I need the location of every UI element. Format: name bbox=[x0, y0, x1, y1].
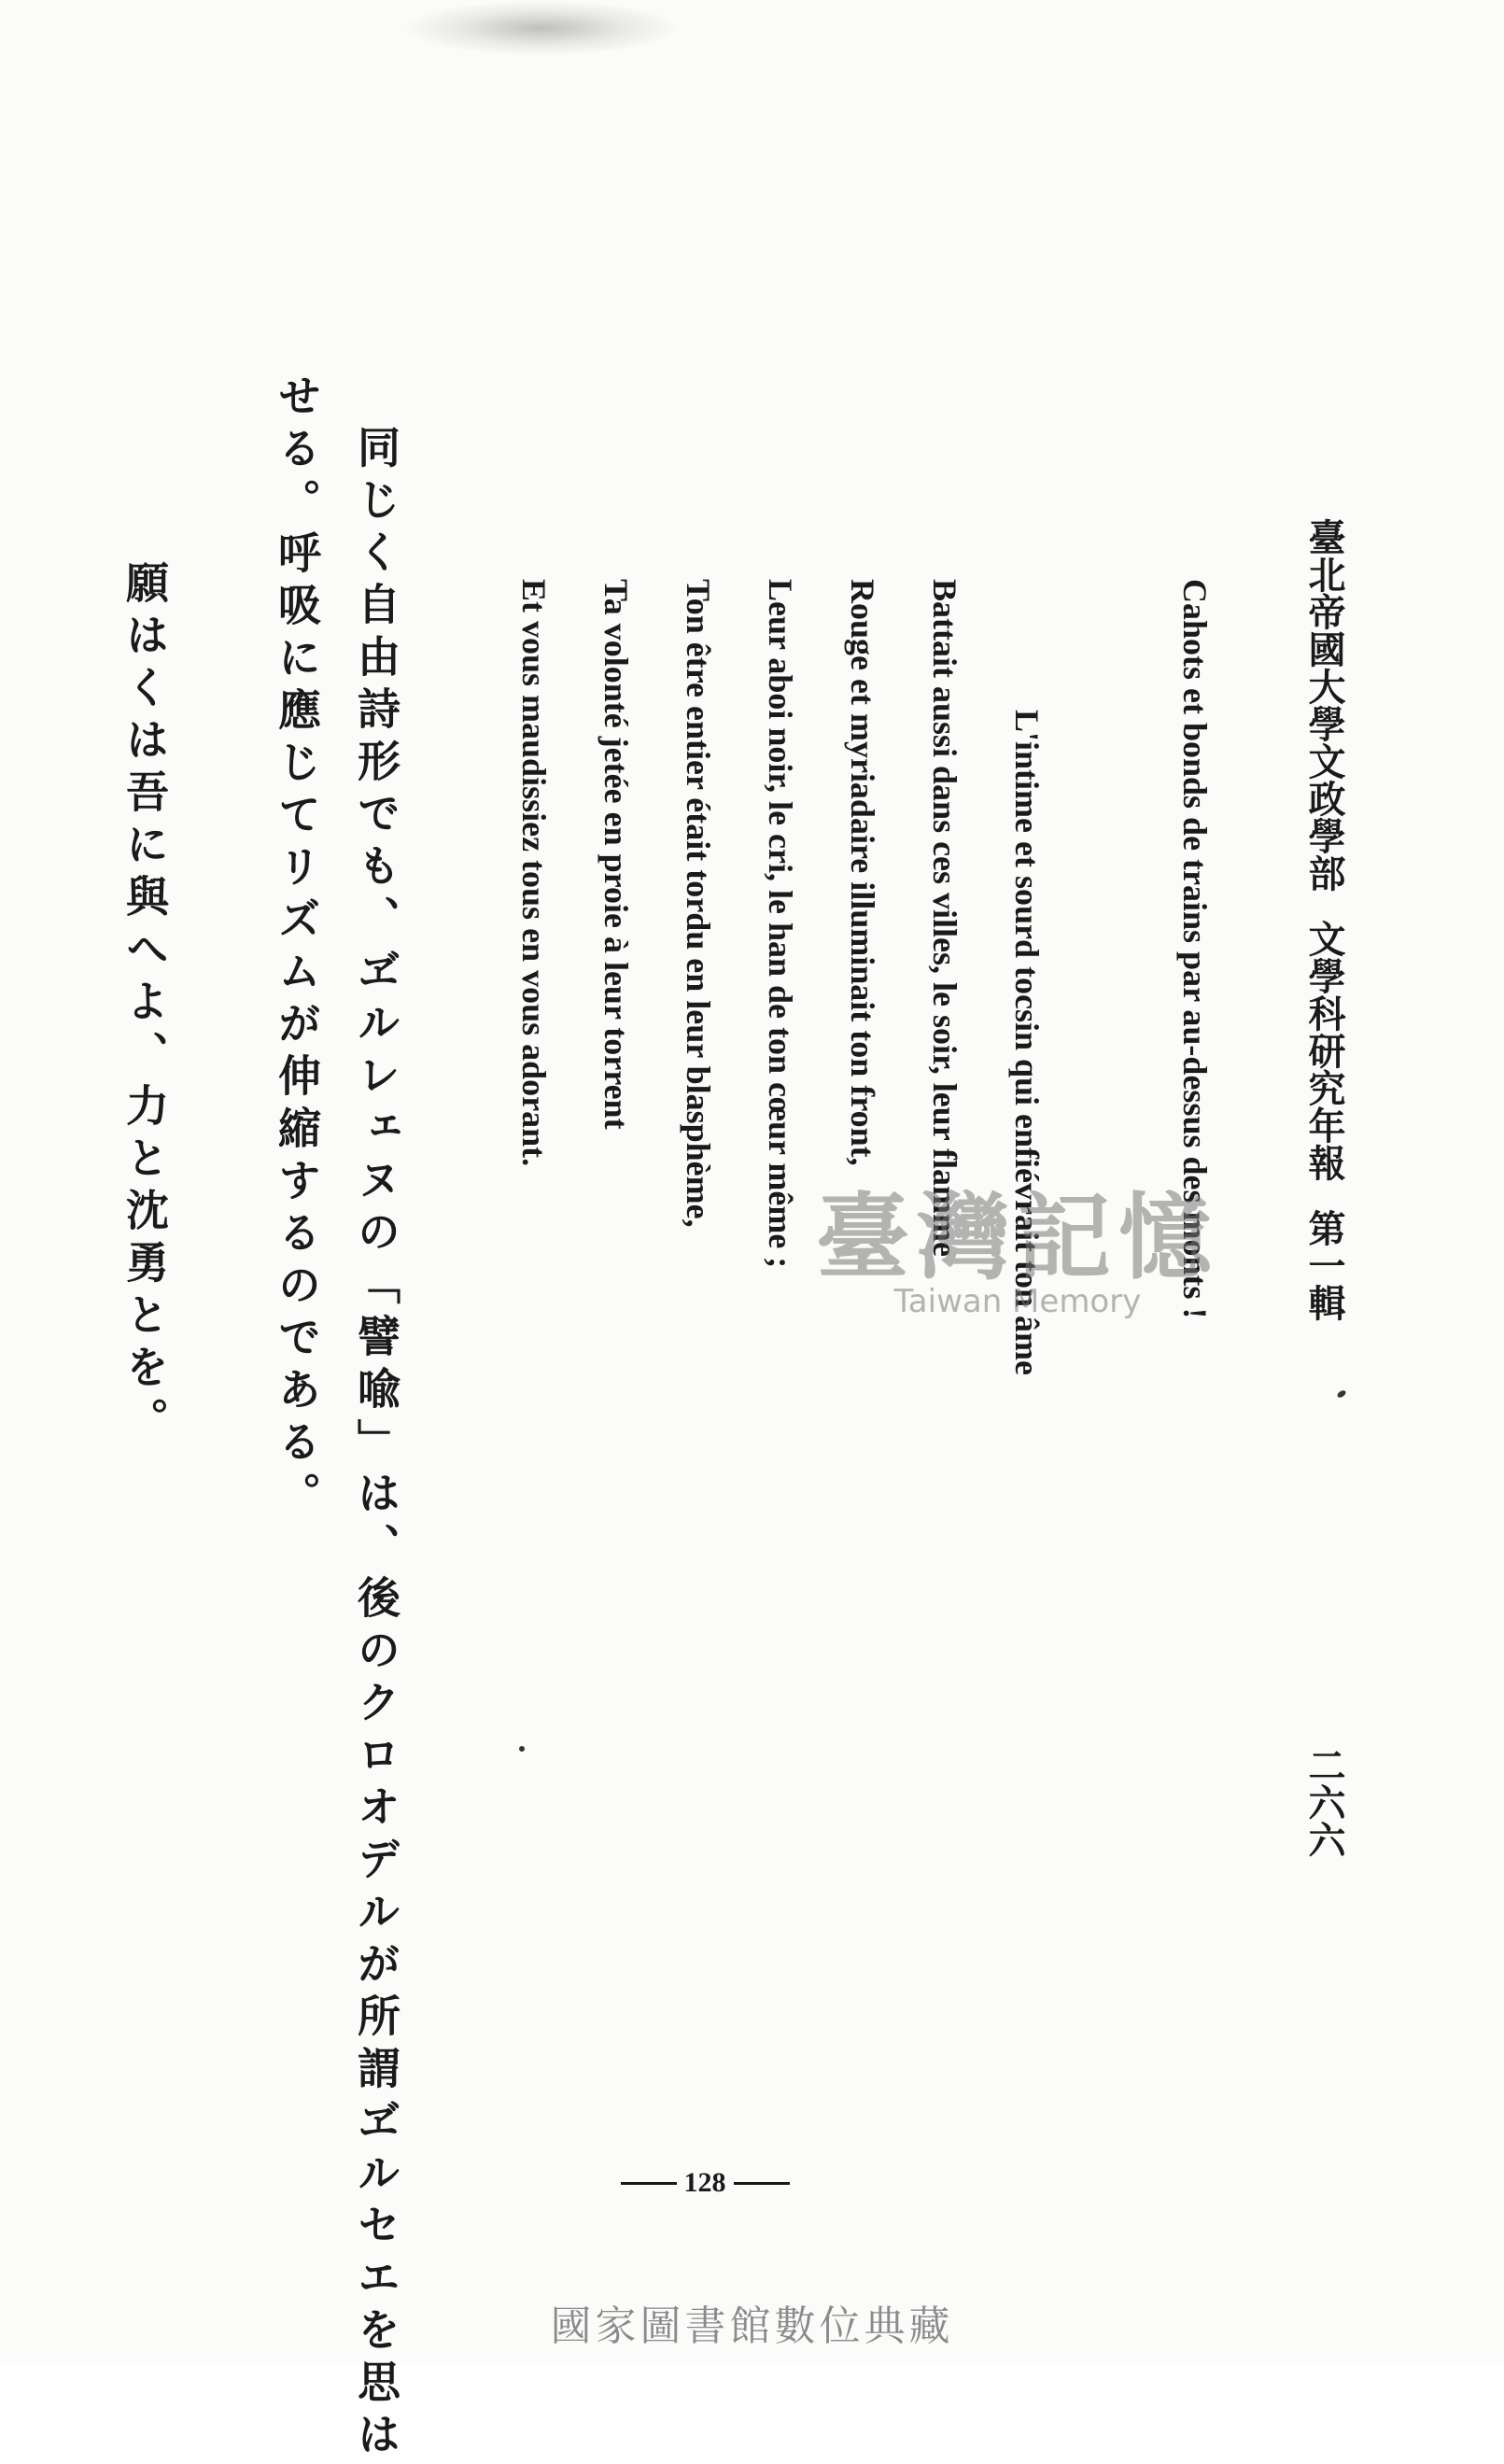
library-mark: 國家圖書館數位典藏 bbox=[550, 2302, 954, 2350]
watermark-english: Taiwan Memory bbox=[893, 1283, 1142, 1320]
taiwan-memory-watermark bbox=[784, 1182, 1251, 1373]
poem-line: Ton être entier était tordu en leur blasphème, bbox=[680, 579, 717, 1228]
prose-line: せる。呼吸に應じてリズムが伸縮するのである。 bbox=[272, 373, 322, 1524]
volume-label: 第一輯 bbox=[1302, 1209, 1346, 1321]
section-name: 文學科研究年報 bbox=[1302, 920, 1346, 1181]
scan-smudge bbox=[401, 0, 682, 56]
prose-line: 同じく自由詩形でも、ヹルレェヌの「譬喩」は、後のクロオデルが所謂ヹルセエを思は bbox=[351, 425, 401, 2464]
poem-line: Leur aboi noir, le cri, le han de ton cœur même ; bbox=[762, 579, 799, 1269]
dash-left bbox=[621, 2182, 677, 2185]
ink-speck bbox=[1336, 1389, 1347, 1400]
footer-page-number bbox=[597, 2164, 812, 2202]
poem-line: Ta volonté jetée en proie à leur torrent bbox=[597, 579, 635, 1130]
running-header bbox=[1302, 518, 1346, 1321]
watermark-chinese: 臺灣記憶 bbox=[816, 1182, 1219, 1292]
poem-line: Rouge et myriadaire illuminait ton front, bbox=[844, 579, 881, 1166]
ink-speck bbox=[519, 1746, 525, 1752]
journal-name: 臺北帝國大學文政學部 bbox=[1302, 518, 1346, 892]
page-number: 128 bbox=[683, 2167, 726, 2198]
prose-line: 願はくは吾に與へよ、力と沈勇とを。 bbox=[119, 560, 170, 1449]
poem-line: Cahots et bonds de trains par au-dessus des monts ! bbox=[1176, 579, 1214, 1319]
poem-line: Et vous maudissiez tous en vous adorant. bbox=[515, 579, 553, 1167]
dash-right bbox=[734, 2182, 790, 2185]
poem-line: Battait aussi dans ces villes, le soir, leur flamme bbox=[926, 579, 963, 1257]
poem-line: L'intime et sourd tocsin qui enfiévrait ton âme bbox=[1008, 710, 1046, 1375]
page-number-kanji: 二六六 bbox=[1302, 1746, 1346, 1858]
